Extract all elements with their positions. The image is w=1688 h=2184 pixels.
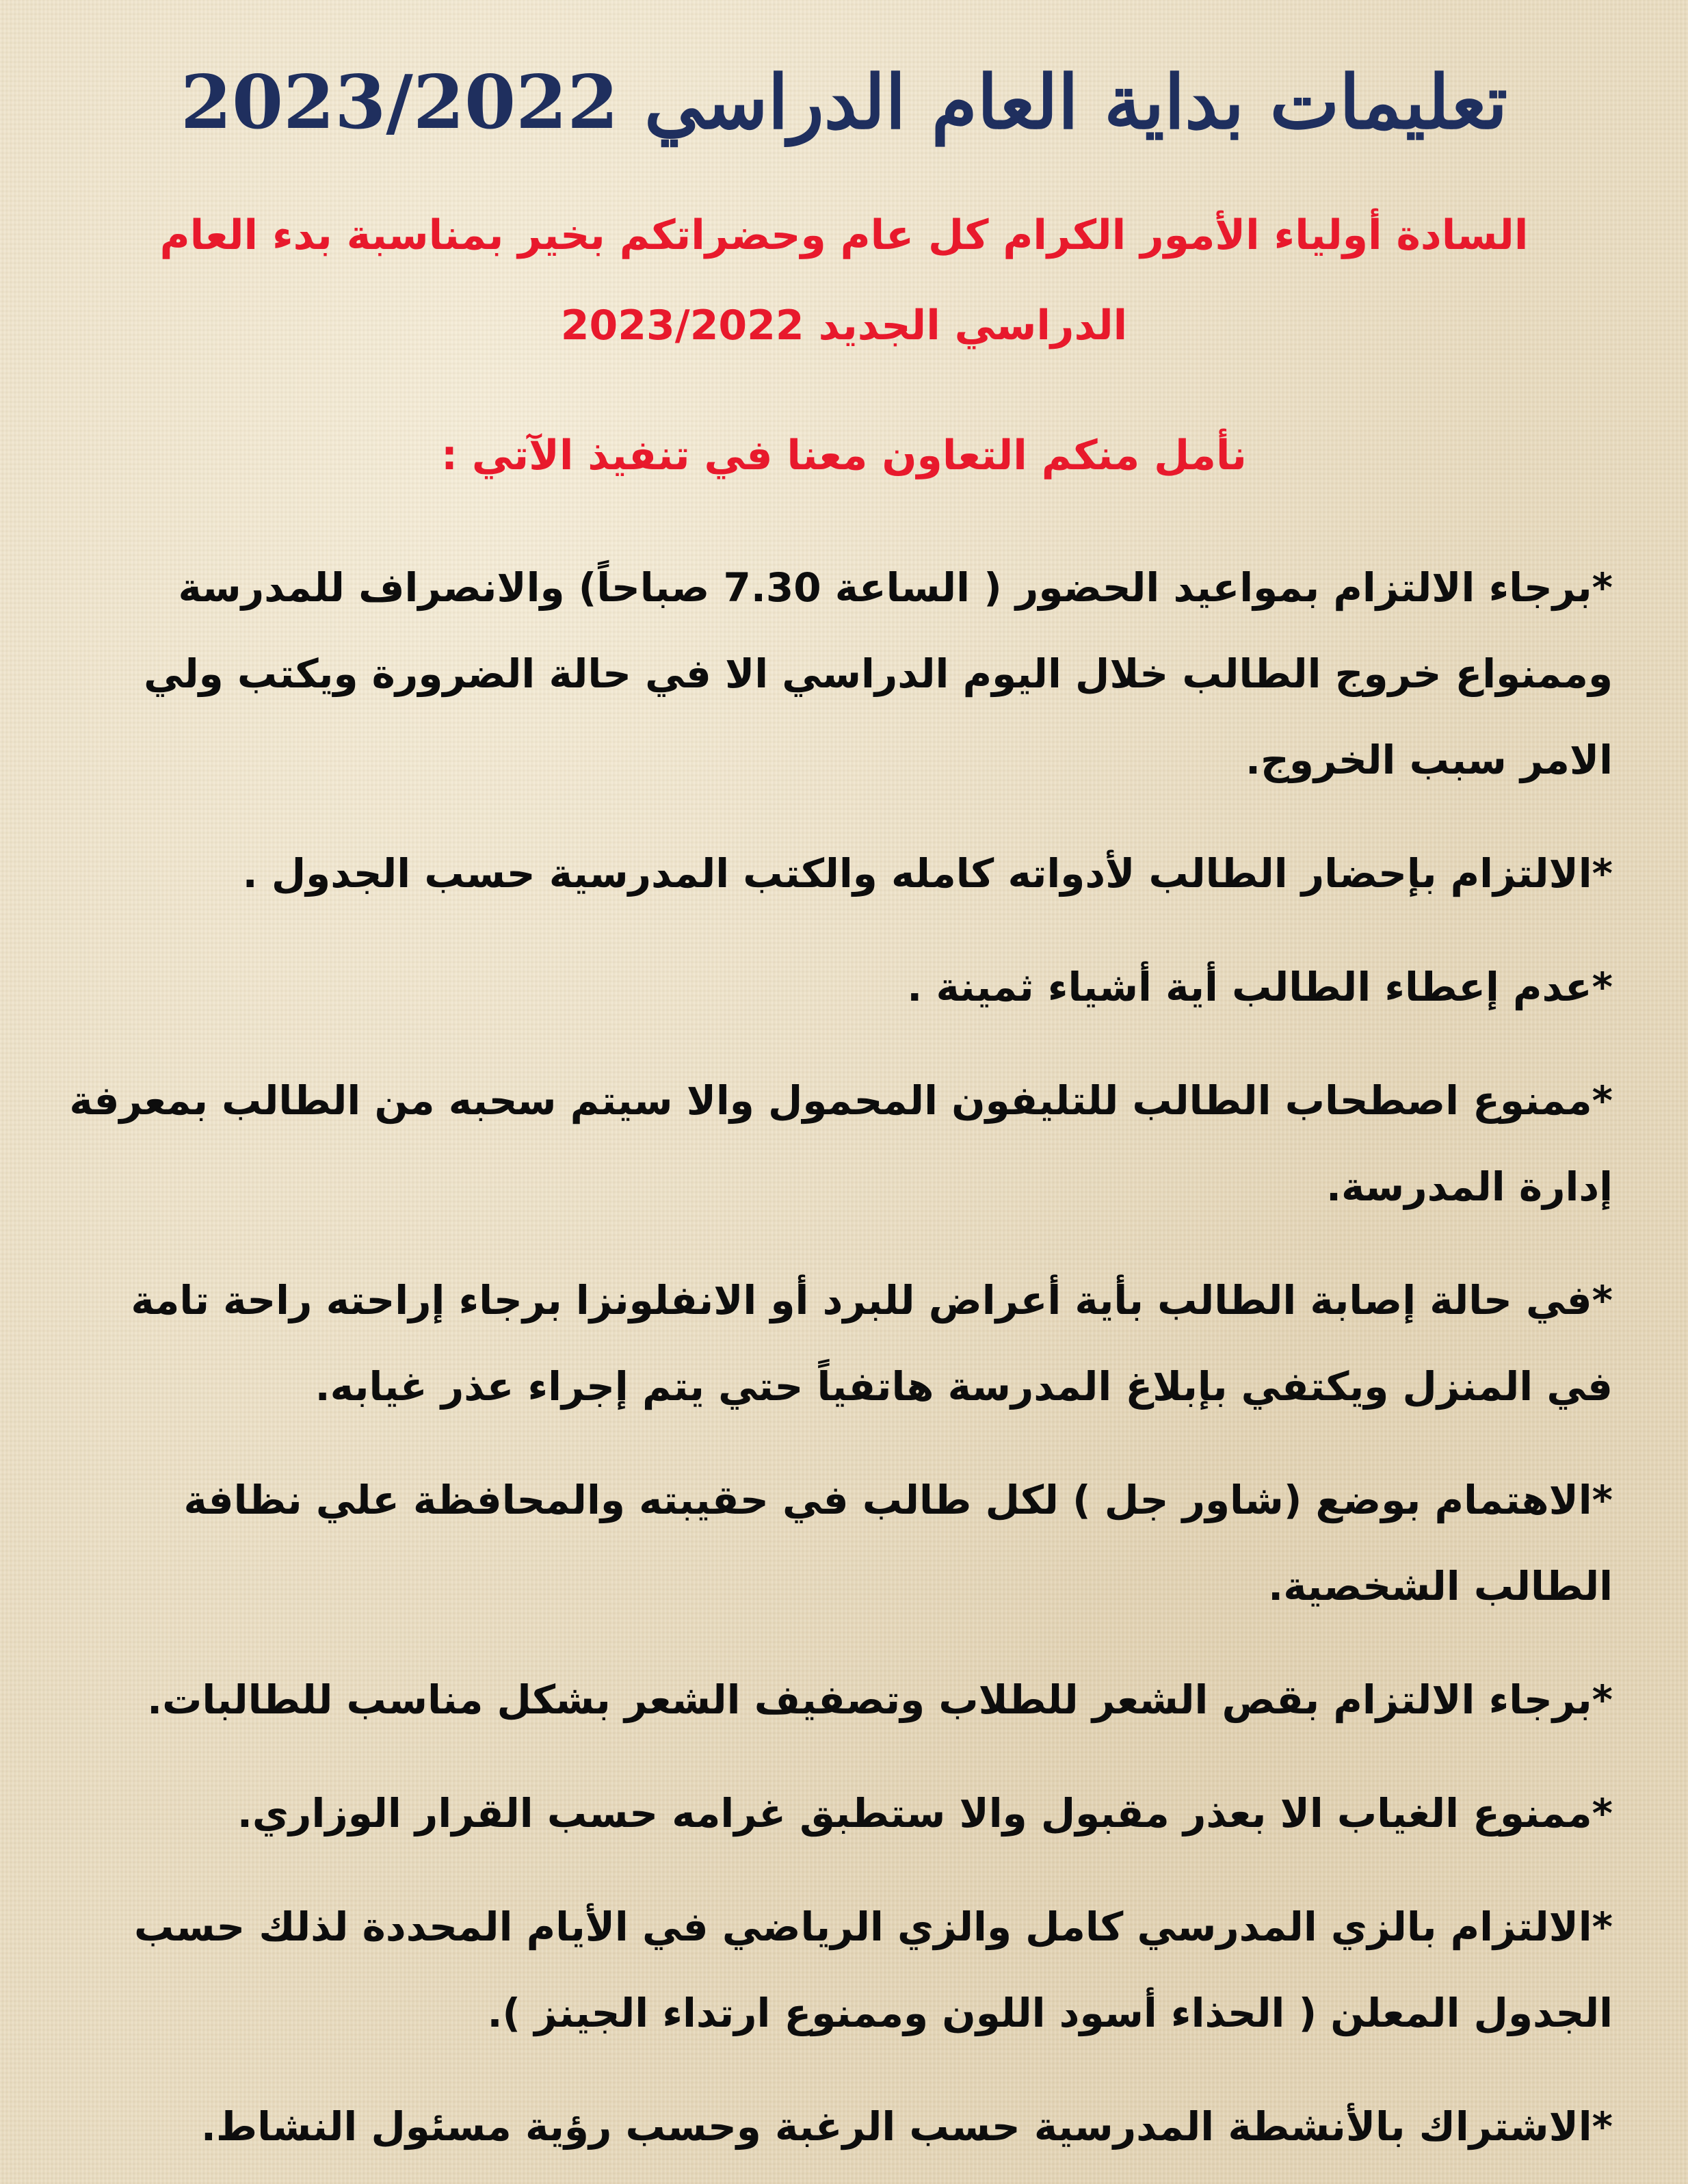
greeting-subtitle: السادة أولياء الأمور الكرام كل عام وحضراتكم بخير بمناسبة بدء العام الدراسي الجديد 2023/2022 — [159, 211, 1529, 350]
instructions-lead: نأمل منكم التعاون معنا في تنفيذ الآتي : — [441, 432, 1247, 479]
instruction-item: *ممنوع اصطحاب الطالب للتليفون المحمول والا سيتم سحبه من الطالب بمعرفة إدارة المدرسة. — [69, 1077, 1613, 1210]
page-title: تعليمات بداية العام الدراسي 2023/2022 — [180, 60, 1508, 146]
instruction-item: *في حالة إصابة الطالب بأية أعراض للبرد أو الانفلونزا برجاء إراحته راحة تامة في المنزل ويكتفي بإبلاغ المدرسة هاتفياً حتي يتم إجراء عذر غيابه. — [131, 1277, 1613, 1410]
instruction-item: *برجاء الالتزام بقص الشعر للطلاب وتصفيف الشعر بشكل مناسب للطالبات. — [147, 1676, 1613, 1723]
instructions-list — [68, 544, 1620, 2170]
instruction-item: *الاهتمام بوضع (شاور جل ) لكل طالب في حقيبته والمحافظة علي نظافة الطالب الشخصية. — [183, 1477, 1613, 1609]
instruction-item: *برجاء الالتزام بمواعيد الحضور ( الساعة 7.30 صباحاً) والانصراف للمدرسة وممنواع خروج الطالب خلال اليوم الدراسي الا في حالة الضرورة ويكتب ولي الامر سبب الخروج. — [144, 564, 1613, 783]
instruction-item: *ممنوع الغياب الا بعذر مقبول والا ستطبق غرامه حسب القرار الوزاري. — [237, 1790, 1613, 1837]
instruction-item: *الاشتراك بالأنشطة المدرسية حسب الرغبة وحسب رؤية مسئول النشاط. — [200, 2103, 1613, 2150]
instruction-item: *الالتزام بإحضار الطالب لأدواته كامله والكتب المدرسية حسب الجدول . — [242, 850, 1613, 897]
instruction-item: *عدم إعطاء الطالب أية أشياء ثمينة . — [907, 964, 1613, 1010]
instruction-item: *الالتزام بالزي المدرسي كامل والزي الرياضي في الأيام المحددة لذلك حسب الجدول المعلن ( الحذاء أسود اللون وممنوع ارتداء الجينز ). — [133, 1904, 1613, 2036]
